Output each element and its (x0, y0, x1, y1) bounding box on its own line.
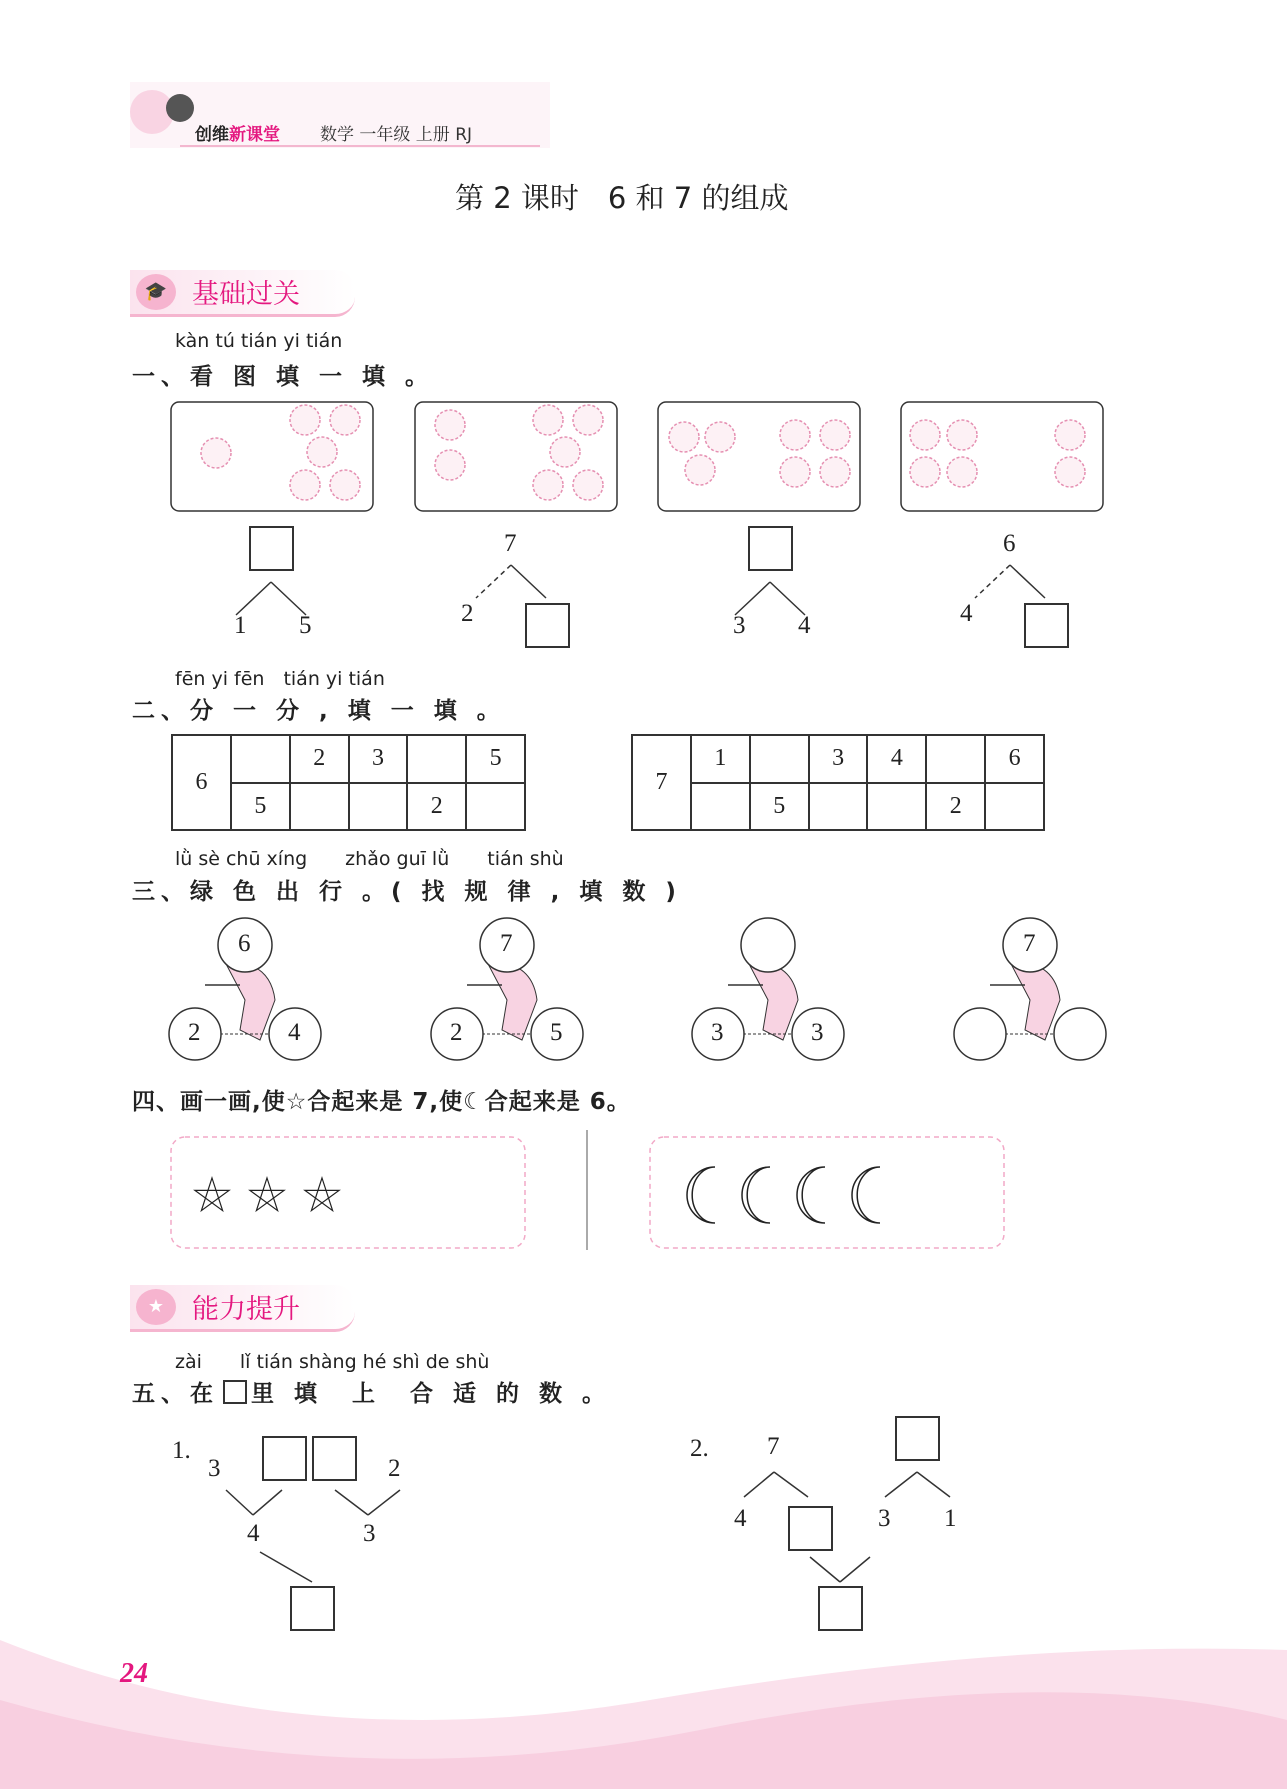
table-cell: 3 (809, 735, 868, 783)
q5-text-b: 里 填 上 合 适 的 数 。 (251, 1381, 612, 1407)
tree-line (840, 1557, 870, 1582)
tree-left-number: 4 (960, 600, 973, 627)
table-cell: 4 (867, 735, 926, 783)
table-cell[interactable] (691, 783, 750, 831)
tree-left-number: 2 (461, 600, 474, 627)
tree-line (271, 582, 306, 615)
head-number: 7 (1023, 930, 1036, 957)
rider-body (748, 962, 798, 1040)
table-cell: 2 (926, 783, 985, 831)
apple-icon (290, 405, 320, 435)
tree-top-number: 7 (504, 530, 517, 557)
p2-b: 3 (878, 1505, 891, 1532)
tree-line (260, 1552, 312, 1582)
drawing-frame (171, 1137, 525, 1248)
apple-icon (820, 420, 850, 450)
trophy-icon: ★ (136, 1289, 176, 1325)
apple-icon (435, 450, 465, 480)
apple-icon (330, 405, 360, 435)
table-cell[interactable] (407, 735, 466, 783)
q2-pinyin: fēn yi fēn tián yi tián (175, 668, 385, 690)
q4-text-b: 合起来是 7,使 (307, 1089, 464, 1115)
banner-label: 基础过关 (192, 279, 300, 310)
apple-icon (573, 470, 603, 500)
page-number: 24 (120, 1658, 148, 1689)
apple-icon (1055, 457, 1085, 487)
right-wheel-number: 4 (288, 1019, 301, 1046)
apple-icon (307, 437, 337, 467)
picture-frame (658, 402, 860, 511)
head-circle (741, 918, 795, 972)
graduation-cap-icon: 🎓 (136, 274, 176, 310)
right-wheel-number: 3 (811, 1019, 824, 1046)
table-cell[interactable] (750, 735, 809, 783)
tree-line (810, 1557, 840, 1582)
box-icon (223, 1380, 247, 1404)
tree-right-box[interactable] (1025, 604, 1068, 647)
table-cell: 1 (691, 735, 750, 783)
p1-a: 3 (208, 1455, 221, 1482)
apple-icon (780, 457, 810, 487)
tree-line (511, 565, 546, 598)
table-cell[interactable] (867, 783, 926, 831)
wheel-circle (1054, 1008, 1106, 1060)
split-table-6 (171, 734, 526, 831)
q1-pinyin: kàn tú tián yi tián (175, 330, 343, 352)
p1-label: 1. (172, 1437, 191, 1464)
apple-icon (201, 438, 231, 468)
q5-text-a: 五、在 (132, 1381, 219, 1407)
apple-icon (780, 420, 810, 450)
table-cell: 5 (466, 735, 525, 783)
table-cell[interactable] (466, 783, 525, 831)
q3-text: 三、绿 色 出 行 。( 找 规 律 , 填 数 ) (132, 879, 682, 905)
left-wheel-number: 3 (711, 1019, 724, 1046)
q5-pinyin: zài lǐ tián shàng hé shì de shù (175, 1351, 490, 1373)
table-cell[interactable] (926, 735, 985, 783)
apple-icon (573, 405, 603, 435)
apple-icon (947, 457, 977, 487)
p2-top: 7 (767, 1433, 780, 1460)
page-title: 第 2 课时 6 和 7 的组成 (455, 181, 789, 215)
p2-label: 2. (690, 1435, 709, 1462)
moon-icon: ☾ (463, 1089, 485, 1115)
tree-line (885, 1472, 917, 1497)
tree-right-number: 4 (798, 612, 811, 639)
tree-left-number: 1 (234, 612, 247, 639)
section-banner-advanced (130, 1285, 355, 1332)
tree-line (368, 1490, 400, 1515)
p1-b: 2 (388, 1455, 401, 1482)
apple-icon (947, 420, 977, 450)
tree-line (226, 1490, 253, 1515)
q4-text-a: 四、画一画,使 (132, 1089, 286, 1115)
apple-icon (1055, 420, 1085, 450)
tree-line (735, 582, 770, 615)
table-cell[interactable] (985, 783, 1044, 831)
tree-right-number: 5 (299, 612, 312, 639)
p1-c: 4 (247, 1520, 260, 1547)
table-total: 6 (172, 735, 231, 830)
subject-label: 数学 一年级 上册 RJ (320, 125, 473, 145)
answer-box[interactable] (789, 1507, 832, 1550)
left-wheel-number: 2 (450, 1019, 463, 1046)
table-cell: 5 (750, 783, 809, 831)
split-table-7 (631, 734, 1045, 831)
banner-label: 能力提升 (192, 1294, 300, 1325)
rider-body (1010, 962, 1060, 1040)
answer-box[interactable] (263, 1437, 306, 1480)
q4-text (132, 1083, 631, 1116)
q2-text: 二、分 一 分 , 填 一 填 。 (132, 698, 506, 724)
apple-icon (705, 422, 735, 452)
answer-box[interactable] (819, 1587, 862, 1630)
apple-icon (435, 410, 465, 440)
left-wheel-number: 2 (188, 1019, 201, 1046)
table-total: 7 (632, 735, 691, 830)
apple-icon (685, 455, 715, 485)
answer-box[interactable] (896, 1417, 939, 1460)
tree-line (236, 582, 271, 615)
table-cell[interactable] (231, 735, 290, 783)
table-cell: 3 (349, 735, 408, 783)
apple-icon (910, 420, 940, 450)
p2-c: 1 (944, 1505, 957, 1532)
tree-top-number: 6 (1003, 530, 1016, 557)
apple-icon (550, 437, 580, 467)
apple-icon (669, 422, 699, 452)
apple-icon (533, 470, 563, 500)
tree-line (770, 582, 805, 615)
tree-left-number: 3 (733, 612, 746, 639)
tree-line (975, 565, 1010, 598)
brand-black: 创维 (195, 125, 229, 145)
apple-icon (910, 457, 940, 487)
tree-line (476, 565, 511, 598)
q4-text-c: 合起来是 6。 (484, 1089, 631, 1115)
rider-body (225, 962, 275, 1040)
head-number: 7 (500, 930, 513, 957)
table-cell[interactable] (349, 783, 408, 831)
tree-line (1010, 565, 1045, 598)
table-cell[interactable] (809, 783, 868, 831)
tree-right-box[interactable] (526, 604, 569, 647)
star-icon: ☆ (285, 1089, 308, 1115)
p1-d: 3 (363, 1520, 376, 1547)
brand-pink: 新课堂 (229, 125, 280, 145)
tree-top-box[interactable] (749, 527, 792, 570)
drawing-frame (650, 1137, 1004, 1248)
tree-line (744, 1472, 774, 1497)
table-cell: 2 (290, 735, 349, 783)
p2-a: 4 (734, 1505, 747, 1532)
table-cell: 6 (985, 735, 1044, 783)
tree-line (253, 1490, 282, 1515)
q1-text: 一、看 图 填 一 填 。 (132, 364, 435, 390)
table-cell[interactable] (290, 783, 349, 831)
answer-box[interactable] (291, 1587, 334, 1630)
tree-line (335, 1490, 368, 1515)
right-wheel-number: 5 (550, 1019, 563, 1046)
tree-line (917, 1472, 950, 1497)
head-number: 6 (238, 930, 251, 957)
answer-box[interactable] (313, 1437, 356, 1480)
tree-line (774, 1472, 808, 1497)
rider-body (487, 962, 537, 1040)
apple-icon (290, 470, 320, 500)
q5-text (132, 1375, 611, 1408)
table-cell: 2 (407, 783, 466, 831)
table-cell: 5 (231, 783, 290, 831)
q3-pinyin: lǜ sè chū xíng zhǎo guī lǜ tián shù (175, 848, 564, 870)
apple-icon (533, 405, 563, 435)
apple-icon (820, 457, 850, 487)
wheel-circle (954, 1008, 1006, 1060)
tree-top-box[interactable] (250, 527, 293, 570)
apple-icon (330, 470, 360, 500)
